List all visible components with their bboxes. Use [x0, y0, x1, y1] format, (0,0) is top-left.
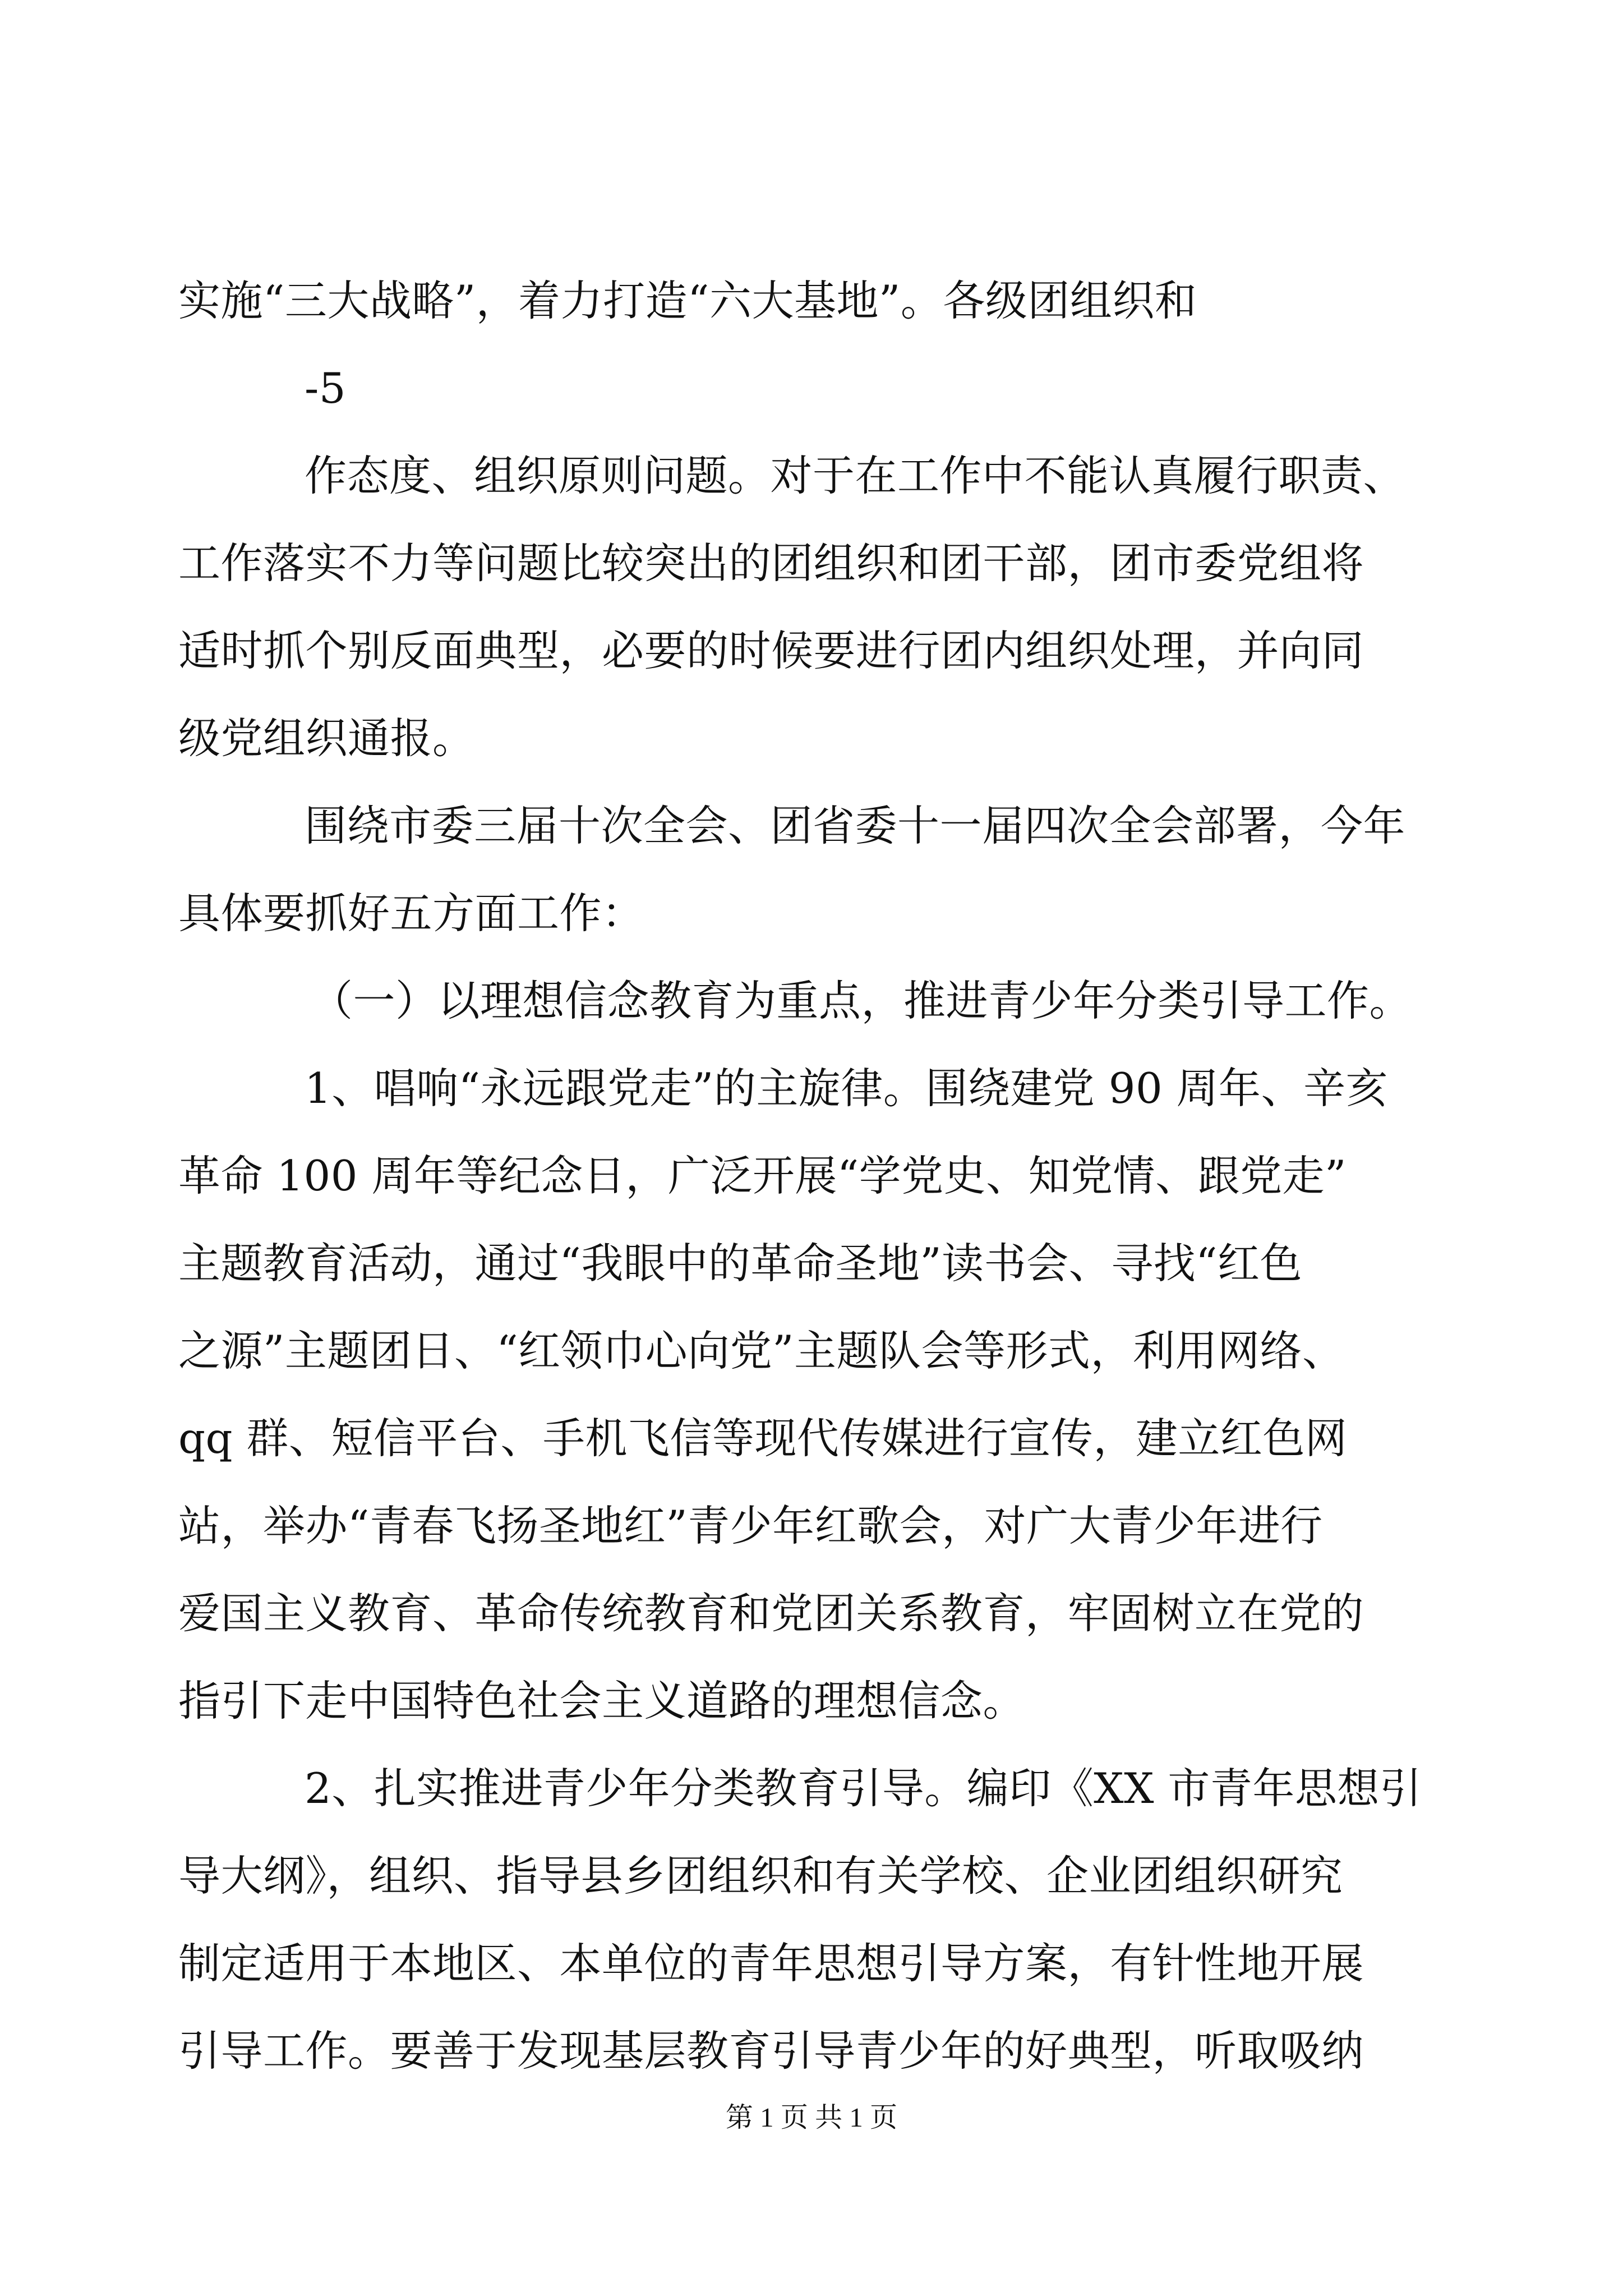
paragraph-line: 2、扎实推进青少年分类教育引导。编印《XX 市青年思想引 [305, 1764, 1422, 1813]
text-line: 制定适用于本地区、本单位的青年思想引导方案，有针性地开展 [178, 1939, 1364, 1988]
text-line: 级党组织通报。 [178, 714, 475, 763]
text-line: 工作落实不力等问题比较突出的团组织和团干部，团市委党组将 [178, 539, 1364, 588]
text-line: 指引下走中国特色社会主义道路的理想信念。 [178, 1676, 1026, 1726]
paragraph-line: 作态度、组织原则问题。对于在工作中不能认真履行职责、 [305, 451, 1406, 500]
page-footer: 第 1 页 共 1 页 [725, 2102, 898, 2133]
text-line: 导大纲》，组织、指导县乡团组织和有关学校、企业团组织研究 [178, 1851, 1343, 1901]
text-line: 适时抓个别反面典型，必要的时候要进行团内组织处理，并向同 [178, 626, 1364, 675]
section-heading: （一）以理想信念教育为重点，推进青少年分类引导工作。 [311, 976, 1412, 1025]
text-line: qq 群、短信平台、手机飞信等现代传媒进行宣传，建立红色网 [178, 1414, 1348, 1463]
paragraph-line: 围绕市委三届十次全会、团省委十一届四次全会部署，今年 [305, 801, 1406, 850]
document-body [178, 257, 1429, 2095]
text-line: 革命 100 周年等纪念日，广泛开展“学党史、知党情、跟党走” [178, 1151, 1347, 1200]
text-line: 实施“三大战略”，着力打造“六大基地”。各级团组织和 [178, 276, 1197, 325]
text-line: 爱国主义教育、革命传统教育和党团关系教育，牢固树立在党的 [178, 1589, 1364, 1638]
text-line: 主题教育活动，通过“我眼中的革命圣地”读书会、寻找“红色 [178, 1239, 1303, 1288]
text-line: 引导工作。要善于发现基层教育引导青少年的好典型，听取吸纳 [178, 2026, 1364, 2076]
text-line: 站，举办“青春飞扬圣地红”青少年红歌会，对广大青少年进行 [178, 1501, 1323, 1550]
text-line: 之源”主题团日、“红领巾心向党”主题队会等形式，利用网络、 [178, 1326, 1345, 1375]
page-number-fragment: -5 [305, 364, 347, 413]
paragraph-line: 1、唱响“永远跟党走”的主旋律。围绕建党 90 周年、辛亥 [305, 1064, 1389, 1113]
text-line: 具体要抓好五方面工作： [178, 889, 644, 938]
